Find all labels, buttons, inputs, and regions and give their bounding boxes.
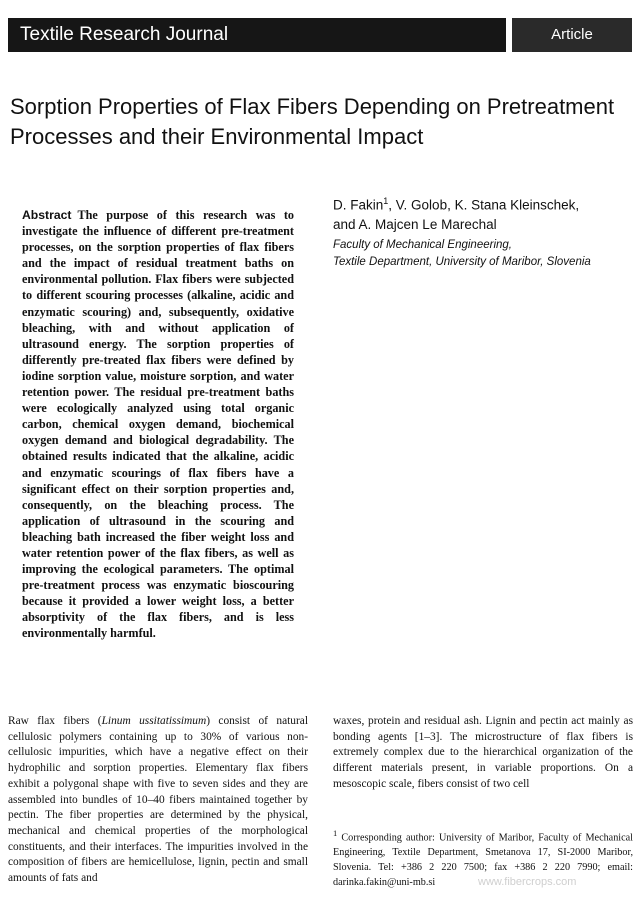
abstract-text: The purpose of this research was to investigate the influence of different pre-treatment processes, on the sorption properties of flax fibers and the impact of residual treatment baths on environmental pollution. Flax fibers were subjected to different scouring processes (alkaline, acidic and enzymatic scouring) and, subsequently, oxidative bleaching, with and without application of ultrasound energy. The sorption properties of differently pre-treated flax fibers were defined by iodine sorption value, moisture sorption, and water retention power. The residual pre-treatment baths were ecologically analyzed using total organic carbon, chemical oxygen demand, biochemical oxygen demand and biological degradability. The obtained results indicated that the alkaline, acidic and enzymatic scourings of flax fibers have a significant effect on their sorption properties and, consequently, on the bleaching process. The application of ultrasound in the scouring and bleaching bath increased the fiber weight loss and water retention power of the flax fibers, as well as improving the ecological parameters. The optimal pre-treatment process was enzymatic bioscouring because it provided a lower weight loss, a better absorptivity of the flax fibers, and is less environmentally harmful. [22,208,294,641]
author-footnote-marker: 1 [383,196,389,206]
affiliation-department: Textile Department, University of Maribor, Slovenia [333,255,591,268]
author-block [333,192,633,271]
body-column-right: waxes, protein and residual ash. Lignin and pectin act mainly as bonding agents [1–3]. The microstructure of flax fibers is extremely complex due to the hierarchical organization of the different materials present, in variable proportions. On a mesoscopic scale, fibers consist of two cell [333,715,633,790]
body-text-part: Raw flax fibers ( [8,715,102,727]
author-affiliation [333,237,633,271]
abstract-label: Abstract [22,208,72,222]
body-column-left [8,714,308,887]
journal-name: Textile Research Journal [8,18,506,52]
footnote-text: Corresponding author: University of Maribor, Faculty of Mechanical Engineering, Textile Department, Smetanova 17, SI-2000 Maribor, Slovenia. Tel: +386 2 220 7500; fax +386 2 220 7990; email: darinka.fakin@uni-mb.si [333,832,633,888]
body-text-part: ) consist of natural cellulosic polymers containing up to 30% of various non-cellulosic impurities, which have a negative effect on their hydrophilic and sorption properties. Elementary flax fibers exhibit a polygonal shape with five to seven sides and they are assembled into bundles of 10–40 fibers maintained together by pectin. The fiber properties are determined by the physical, mechanical and chemical properties of the morphological constituents, and their interfaces. The impurities involved in the composition of fibers are hemicellulose, lignin, pectin and small amounts of fats and [8,715,309,885]
author-first: D. Fakin [333,197,384,213]
watermark: www.fibercrops.com [478,876,577,888]
abstract [22,207,294,642]
article-title: Sorption Properties of Flax Fibers Depending on Pretreatment Processes and their Environmental Impact [10,94,615,149]
author-rest: , V. Golob, K. Stana Kleinschek, [388,197,580,213]
author-names [333,192,633,234]
author-last: and A. Majcen Le Marechal [333,216,497,232]
affiliation-faculty: Faculty of Mechanical Engineering, [333,238,512,251]
footnote-marker: 1 [333,828,338,838]
article-type-label: Article [512,18,632,52]
journal-header-banner [8,18,632,52]
species-name: Linum ussitatissimum [101,715,207,727]
